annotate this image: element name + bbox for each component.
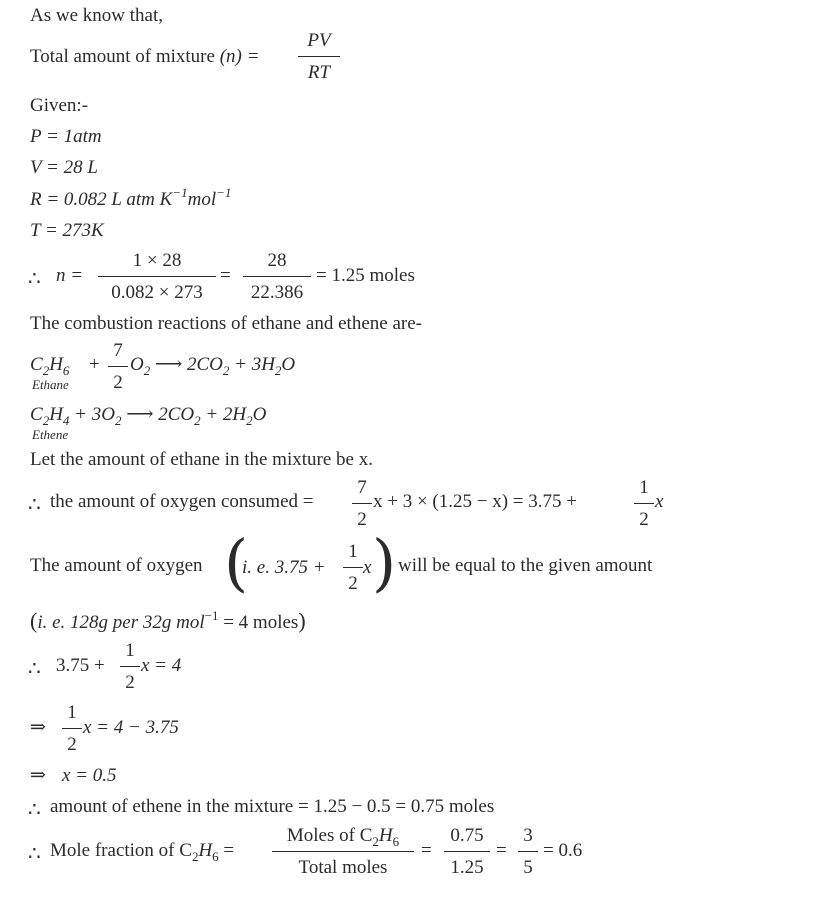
mole-fraction-label: Mole fraction of $C_2H_6$ = xyxy=(50,840,235,864)
ethene-amount-text: amount of ethene in the mixture = 1.25 − 0.5 = 0.75 moles xyxy=(50,796,495,817)
reaction-ethane-coefficient: 7 2 xyxy=(108,341,128,392)
n-fraction-1: 1 × 28 0.082 × 273 xyxy=(98,251,216,302)
mole-fraction-equals-3: = xyxy=(496,840,507,861)
let-line: Let the amount of ethane in the mixture be x. xyxy=(30,449,373,470)
reaction-ethene-label: Ethene xyxy=(32,427,69,442)
eq2-fraction: 1 2 xyxy=(62,703,82,754)
therefore-symbol: ∴ xyxy=(28,494,40,516)
given-temperature: T = 273K xyxy=(30,220,104,241)
therefore-symbol: ∴ xyxy=(28,268,40,290)
reaction-ethane-plus: + xyxy=(89,354,100,375)
formula-fraction: PV RT xyxy=(298,31,340,82)
n-result: = 1.25 moles xyxy=(316,265,415,286)
eq1-rhs: x = 4 xyxy=(141,655,182,676)
eq1-fraction: 1 2 xyxy=(120,641,140,692)
mole-fraction-result: = 0.6 xyxy=(543,840,583,861)
therefore-symbol: ∴ xyxy=(28,843,40,865)
oxygen-consumed-fraction-1: 7 2 xyxy=(352,478,372,529)
oxygen-given: (i. e. 128g per 32g mol$^{-1}$ = 4 moles) xyxy=(30,608,306,633)
n-fraction-2: 28 22.386 xyxy=(243,251,311,302)
reactions-heading: The combustion reactions of ethane and ethene are- xyxy=(30,313,422,334)
reaction-ethane-label: Ethane xyxy=(32,377,69,392)
therefore-symbol: ∴ xyxy=(28,799,40,821)
left-paren: ( xyxy=(224,526,249,599)
oxygen-consumed-mid: x + 3 × (1.25 − x) = 3.75 + xyxy=(373,491,577,512)
given-gas-constant: R = 0.082 L atm $K^{-1}mol^{-1}$ xyxy=(30,185,232,210)
n-lhs: n = xyxy=(56,265,84,286)
reaction-ethane-lhs: $C_2H_6$ xyxy=(30,354,70,378)
oxygen-consumed-x: x xyxy=(655,491,664,512)
mole-fraction-equals-2: = xyxy=(421,840,432,861)
given-pressure: P = 1atm xyxy=(30,126,102,147)
mole-fraction-fraction-2: 0.75 1.25 xyxy=(444,826,490,877)
oxygen-consumed-fraction-2: 1 2 xyxy=(634,478,654,529)
intro-line: As we know that, xyxy=(30,5,163,26)
given-volume: V = 28 L xyxy=(30,157,98,178)
eq3-rhs: x = 0.5 xyxy=(62,765,117,786)
therefore-symbol: ∴ xyxy=(28,658,40,680)
n-equals: = xyxy=(220,265,231,286)
reaction-ethane-rhs: $O_2$ ⟶ $2CO_2 + 3H_2O$ xyxy=(130,354,296,378)
mole-fraction-fraction-1: Moles of $C_2H_6$ Total moles xyxy=(272,826,414,877)
eq1-lhs: 3.75 + xyxy=(56,655,105,676)
implies-symbol: ⇒ xyxy=(30,717,46,738)
given-heading: Given:- xyxy=(30,95,89,116)
oxygen-equal-x: x xyxy=(363,557,372,578)
oxygen-equal-text-2: will be equal to the given amount xyxy=(398,555,653,576)
formula-label: Total amount of mixture (n) = xyxy=(30,46,260,67)
oxygen-consumed-text: the amount of oxygen consumed = xyxy=(50,491,314,512)
right-paren: ) xyxy=(372,526,397,599)
oxygen-equal-fraction: 1 2 xyxy=(343,542,363,593)
oxygen-equal-ie: i. e. 3.75 + xyxy=(242,557,326,578)
reaction-ethene: $C_2H_4 + 3O_2$ ⟶ $2CO_2 + 2H_2O$ xyxy=(30,404,267,428)
mole-fraction-fraction-3: 3 5 xyxy=(518,826,538,877)
implies-symbol: ⇒ xyxy=(30,765,46,786)
eq2-rhs: x = 4 − 3.75 xyxy=(83,717,179,738)
oxygen-equal-text: The amount of oxygen xyxy=(30,555,203,576)
